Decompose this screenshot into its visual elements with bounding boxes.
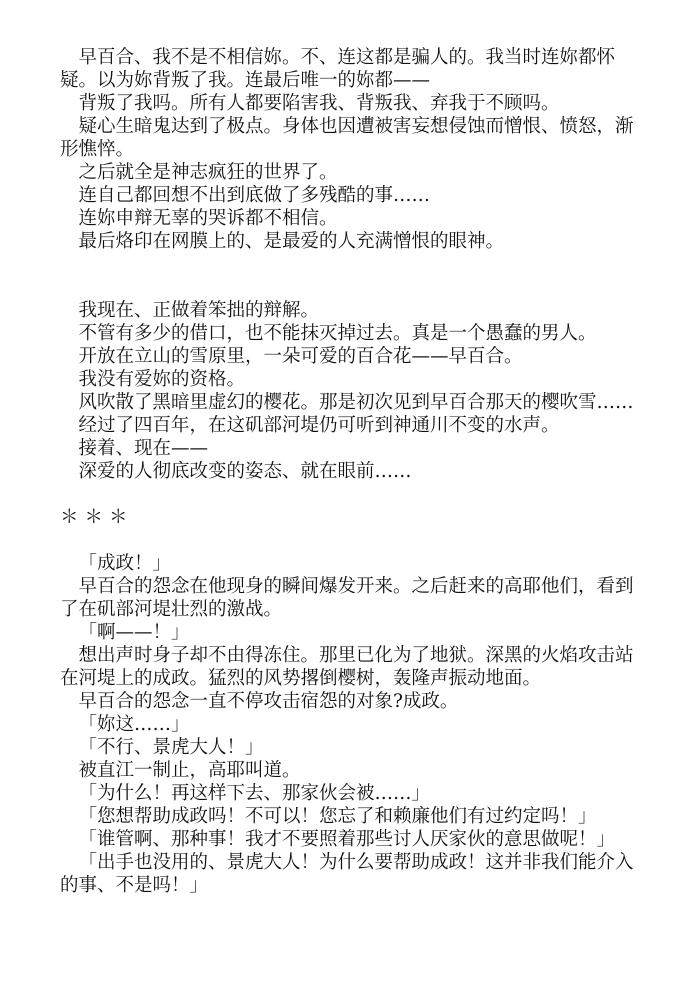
section-monologue — [60, 46, 634, 253]
paragraph: 早百合的怨念一直不停攻击宿怨的对象?成政。 — [78, 691, 459, 712]
paragraph: 风吹散了黑暗里虚幻的樱花。那是初次见到早百合那天的樱吹雪…… — [78, 392, 634, 413]
paragraph: 连自己都回想不出到底做了多残酷的事…… — [78, 185, 431, 206]
blank-line — [60, 276, 634, 299]
section-battle — [60, 552, 634, 897]
paragraph: 「为什么！再这样下去、那家伙会被……」 — [78, 783, 431, 804]
paragraph: 之后就全是神志疯狂的世界了。 — [78, 162, 338, 183]
section-confession — [60, 299, 634, 483]
paragraph: 「啊——！」 — [78, 622, 190, 643]
paragraph: 最后烙印在网膜上的、是最爱的人充满憎恨的眼神。 — [78, 231, 505, 252]
paragraph: 我现在、正做着笨拙的辩解。 — [78, 300, 320, 321]
paragraph: 接着、现在—— — [78, 438, 209, 459]
paragraph: 「妳这……」 — [78, 714, 190, 735]
blank-line — [60, 483, 634, 506]
paragraph: 不管有多少的借口，也不能抹灭掉过去。真是一个愚蠢的男人。 — [78, 323, 597, 344]
paragraph: 我没有爱妳的资格。 — [78, 369, 246, 390]
paragraph: 「不行、景虎大人！」 — [78, 737, 264, 758]
paragraph: 「您想帮助成政吗！不可以！您忘了和赖廉他们有过约定吗！」 — [78, 806, 597, 827]
paragraph: 想出声时身子却不由得冻住。那里已化为了地狱。深黑的火焰攻击站在河堤上的成政。猛烈的风势撂倒樱树，轰隆声振动地面。 — [60, 645, 634, 689]
paragraph: 背叛了我吗。所有人都要陷害我、背叛我、弃我于不顾吗。 — [78, 93, 560, 114]
paragraph: 连妳申辩无辜的哭诉都不相信。 — [78, 208, 338, 229]
paragraph: 早百合的怨念在他现身的瞬间爆发开来。之后赶来的高耶他们，看到了在矶部河堤壮烈的激战。 — [60, 576, 634, 620]
paragraph: 深爱的人彻底改变的姿态、就在眼前…… — [78, 461, 412, 482]
paragraph: 开放在立山的雪原里，一朵可爱的百合花——早百合。 — [78, 346, 523, 367]
paragraph: 「出手也没用的、景虎大人！为什么要帮助成政！这并非我们能介入的事、不是吗！」 — [60, 852, 634, 896]
blank-line — [60, 529, 634, 552]
blank-line — [60, 253, 634, 276]
paragraph: 「谁管啊、那种事！我才不要照着那些讨人厌家伙的意思做呢！」 — [78, 829, 616, 850]
paragraph: 被直江一制止，高耶叫道。 — [78, 760, 301, 781]
paragraph: 「成政！」 — [78, 553, 172, 574]
scene-separator: ＊＊＊ — [60, 507, 134, 528]
paragraph: 经过了四百年，在这矶部河堤仍可听到神通川不变的水声。 — [78, 415, 560, 436]
paragraph: 早百合、我不是不相信妳。不、连这都是骗人的。我当时连妳都怀疑。以为妳背叛了我。连最后唯一的妳都—— — [60, 47, 616, 91]
paragraph: 疑心生暗鬼达到了极点。身体也因遭被害妄想侵蚀而憎恨、愤怒，渐形憔悴。 — [60, 116, 634, 160]
